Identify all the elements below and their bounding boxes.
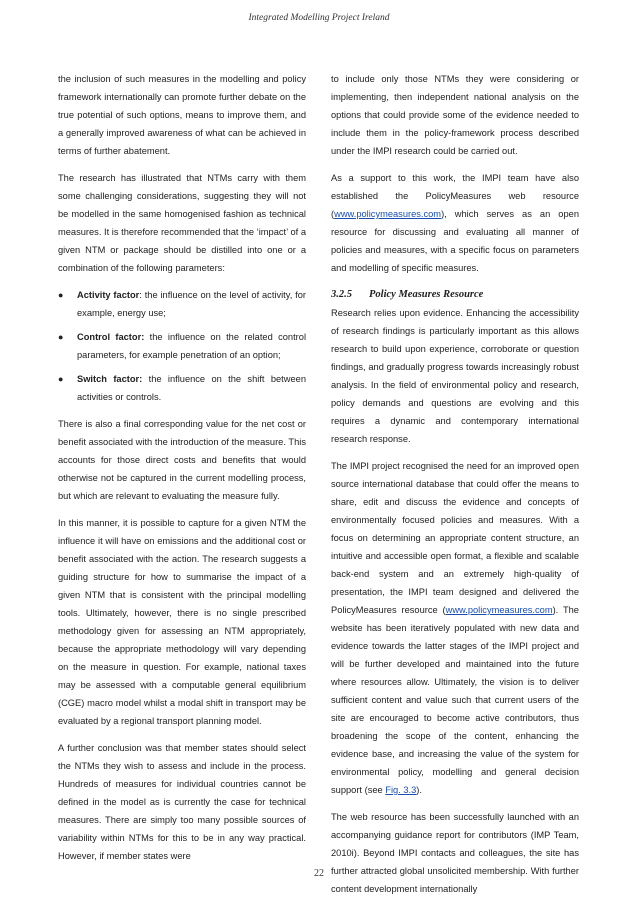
text-run: ). [416, 785, 422, 795]
section-number: 3.2.5 [331, 289, 352, 300]
paragraph: There is also a final corresponding value for the net cost or benefit associated with the introduction of the measure. This accounts for those direct costs and benefits that would otherwise not be captured in the current modelling process, but which are relevant to evaluating the measure fully. [58, 419, 306, 501]
section-heading [331, 286, 579, 304]
list-item [58, 286, 306, 322]
list-item-term: Control factor: [77, 332, 145, 342]
paragraph: A further conclusion was that member states should select the NTMs they wish to assess and include in the process. Hundreds of measures for individual countries cannot be defined in the model as is currently the case for technical measures. There are simply too many possible sources of variability within NTMs for this to be in any way practical. However, if member states were [58, 743, 306, 861]
list-item [58, 328, 306, 364]
text-run: ), which serves as an open resource for discussing and evaluating all manner of policies and measures, with a specific focus on parameters and modelling of specific measures. [331, 209, 579, 273]
policymeasures-link[interactable]: www.policymeasures.com [445, 605, 553, 615]
list-item-term: Switch factor: [77, 374, 143, 384]
text-run: The IMPI project recognised the need for an improved open source international database that could offer the means to share, edit and discuss the evidence and concepts of environmentally focused policies and measures. With a focus on determining an appropriate content structure, an intuitive and accessible open format, a flexible and scalable back-end system and an extremely high-quality of presentation, the IMPI team designed and delivered the PolicyMeasures resource ( [331, 461, 579, 615]
list-item-text: the influence on the shift between activities or controls. [77, 374, 306, 402]
right-column [331, 70, 579, 907]
paragraph: to include only those NTMs they were considering or implementing, then independent national analysis on the options that could provide some of the evidence needed to include them in the policy-framework process described under the IMPI research could be carried out. [331, 74, 579, 156]
list-item-term: Activity factor [77, 290, 140, 300]
paragraph [331, 169, 579, 277]
list-item [58, 370, 306, 406]
paragraph: Research relies upon evidence. Enhancing the accessibility of research findings is particularly important as this allows research to build upon experience, corroborate or question findings, and gradually progress towards increasingly robust analysis. In the field of environmental policy and research, policy demands and questions are evolving and this requires a dynamic and contemporary international research response. [331, 308, 579, 444]
paragraph: The research has illustrated that NTMs carry with them some challenging considerations, suggesting they will not be modelled in the same homogenised fashion as technical measures. It is therefore recommended that the ‘impact’ of a given NTM or package should be distilled into one or a combination of the following parameters: [58, 173, 306, 273]
figure-reference-link[interactable]: Fig. 3.3 [385, 785, 417, 795]
list-item-text: the influence on the related control parameters, for example penetration of an option; [77, 332, 307, 360]
left-column [58, 70, 306, 874]
list-item-text: : the influence on the level of activity, for example, energy use; [77, 290, 307, 318]
section-title: Policy Measures Resource [369, 289, 484, 300]
text-run: As a support to this work, the IMPI team have also established the PolicyMeasures web resource ( [331, 173, 579, 219]
running-header: Integrated Modelling Project Ireland [248, 13, 390, 23]
paragraph: the inclusion of such measures in the modelling and policy framework internationally can promote further debate on the true potential of such options, means to improve them, and a generally improved awareness of what can be achieved in terms of further abatement. [58, 74, 306, 156]
page-number: 22 [314, 868, 324, 879]
paragraph: The web resource has been successfully launched with an accompanying guidance report for contributors (IMP Team, 2010i). Beyond IMPI contacts and colleagues, the site has further attracted global unsolicited membership. With further content development internationally [331, 812, 579, 894]
policymeasures-link[interactable]: www.policymeasures.com [334, 209, 442, 219]
parameter-list [58, 286, 306, 406]
paragraph [331, 457, 579, 799]
paragraph: In this manner, it is possible to capture for a given NTM the influence it will have on emissions and the additional cost or benefit associated with the action. The research suggests a guiding structure for how to summarise the impact of a given NTM that is consistent with the principal modelling tools. Ultimately, however, there is no single prescribed methodology given for assessing an NTM appropriately, because the appropriate methodology will vary depending on the measure in question. For example, national taxes may be assessed with a computable general equilibrium (CGE) macro model whilst a modal shift in transport may be evaluated by a regional transport planning model. [58, 518, 306, 726]
text-run: ). The website has been iteratively populated with new data and evidence towards the latter stages of the IMPI project and will be further developed and maintained into the future where resources allow. Ultimately, the vision is to deliver sufficient content and value such that current users of the site are encouraged to become active contributors, thus broadening the scope of the content, enhancing the evidence base, and increasing the value of the system for environmental policy, modelling and general decision support (see [331, 605, 579, 795]
